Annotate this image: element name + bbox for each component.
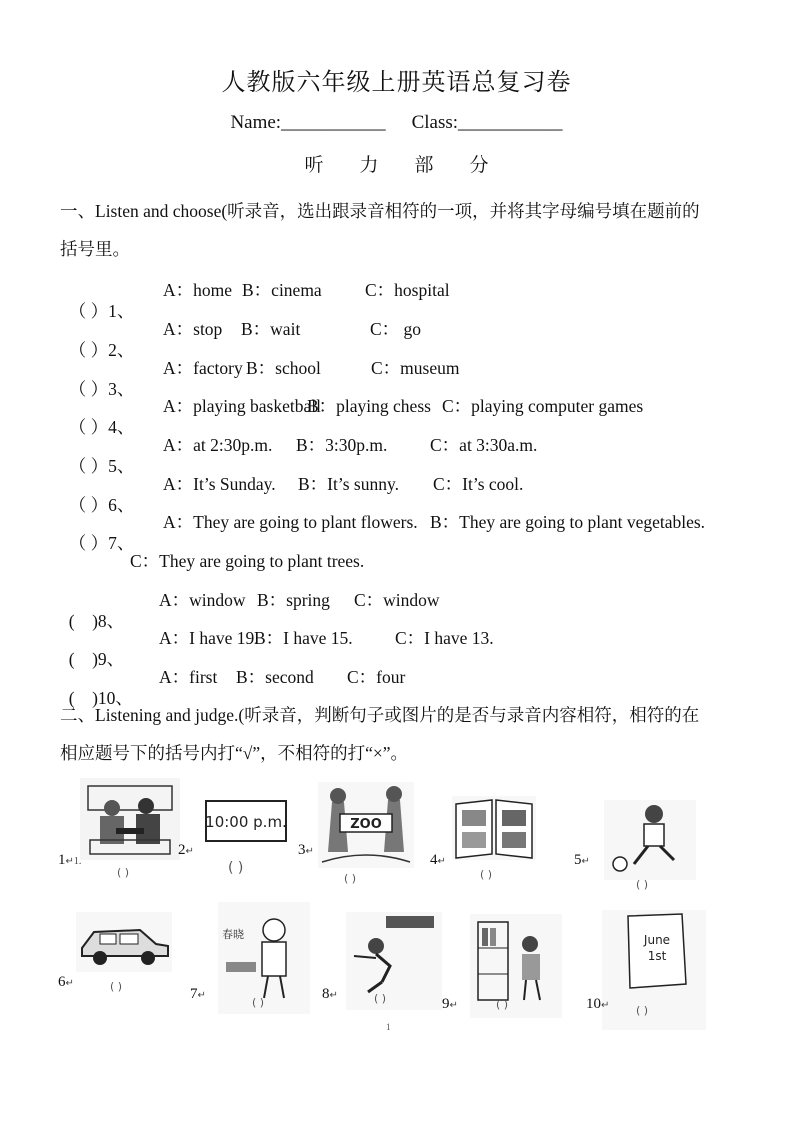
picture-8-number: 8↵ [322, 986, 338, 1002]
calendar-text: June 1st [643, 933, 671, 963]
option-a: A：first [159, 667, 218, 687]
answer-paren-8[interactable]: ( ) [374, 992, 387, 1005]
question-prefix[interactable]: ( )9、 [68, 649, 125, 669]
zoo-sign-text: ZOO [350, 817, 382, 832]
open-book-illustration [452, 796, 536, 860]
option-b: B：cinema [242, 280, 322, 300]
option-b: B：playing chess [307, 396, 431, 416]
option-b: B：It’s sunny. [298, 474, 399, 494]
question-prefix[interactable]: （ ）5、 [68, 456, 135, 476]
picture-3-number: 3↵ [298, 842, 314, 858]
option-a: A：window [159, 590, 246, 610]
option-c: C：playing computer games [442, 396, 644, 416]
option-b: B：I have 15. [254, 628, 353, 648]
section-title-listening [0, 150, 793, 177]
answer-paren-7[interactable]: ( ) [252, 996, 265, 1009]
boy-kicking-ball-illustration [604, 800, 696, 880]
question-prefix[interactable]: ( )10、 [68, 688, 133, 708]
section-char-4: 分 [469, 155, 489, 176]
restaurant-illustration [80, 778, 180, 860]
option-c: C：at 3:30a.m. [430, 435, 538, 455]
answer-paren-9[interactable]: ( ) [496, 998, 509, 1011]
option-c: C：museum [371, 358, 460, 378]
section-char-3: 部 [414, 155, 434, 176]
answer-paren-2[interactable]: ( ) [228, 860, 244, 876]
option-c: C：hospital [365, 280, 450, 300]
option-a: A：at 2:30p.m. [163, 435, 273, 455]
answer-paren-5[interactable]: ( ) [636, 878, 649, 891]
option-b: B：school [246, 358, 321, 378]
option-a: A：It’s Sunday. [163, 474, 276, 494]
option-c: C： go [370, 319, 422, 339]
part1-instruction-line1: 一、Listen and choose(听录音，选出跟录音相符的一项，并将其字母编号填在题前的 [60, 201, 700, 221]
girl-skating-illustration [346, 912, 442, 1010]
option-b: B：wait [241, 319, 301, 339]
part1-instruction-line2: 括号里。 [60, 239, 130, 259]
question-prefix[interactable]: （ ）1、 [68, 301, 135, 321]
time-sign-illustration [205, 800, 287, 842]
question-prefix[interactable]: （ ）4、 [68, 417, 135, 437]
time-sign-text: 10:00 p.m. [205, 813, 287, 831]
option-a: A：playing basketball [163, 396, 321, 416]
part2-instruction-line1: 二、Listening and judge.(听录音，判断句子或图片的是否与录音内容相符，相符的在 [60, 705, 700, 725]
part1-instruction [60, 192, 750, 268]
option-c: C：They are going to plant trees. [130, 551, 365, 571]
page-number: 1 [386, 1022, 391, 1032]
calendar-illustration [602, 910, 706, 1030]
class-field[interactable]: Class:___________ [411, 112, 563, 133]
question-prefix[interactable]: ( )8、 [68, 611, 125, 631]
question-prefix[interactable]: （ ）3、 [68, 379, 135, 399]
picture-6-number: 6↵ [58, 974, 74, 990]
car-illustration [76, 912, 172, 972]
name-class-row [0, 112, 793, 134]
question-prefix[interactable]: （ ）6、 [68, 495, 135, 515]
question-prefix[interactable]: （ ）2、 [68, 340, 135, 360]
name-field[interactable]: Name:___________ [230, 112, 386, 133]
section-char-2: 力 [359, 155, 379, 176]
question-prefix[interactable]: （ ）7、 [68, 533, 135, 553]
poem-sign-text: 春晓 [222, 928, 244, 941]
page-title: 人教版六年级上册英语总复习卷 [221, 70, 572, 96]
option-a: A：stop [163, 319, 223, 339]
option-a: A：home [163, 280, 233, 300]
option-c: C：It’s cool. [433, 474, 524, 494]
answer-paren-3[interactable]: ( ) [344, 872, 357, 885]
option-b: B：They are going to plant vegetables. [430, 512, 706, 532]
option-c: C：four [347, 667, 406, 687]
section-char-1: 听 [304, 155, 324, 176]
picture-9-number: 9↵ [442, 996, 458, 1012]
option-c: C：I have 13. [395, 628, 494, 648]
picture-4-number: 4↵ [430, 852, 446, 868]
library-shelf-illustration [470, 914, 562, 1018]
option-b: B：3:30p.m. [296, 435, 388, 455]
part2-instruction-line2: 相应题号下的括号内打“√”，不相符的打“×”。 [60, 743, 409, 763]
answer-paren-4[interactable]: ( ) [480, 868, 493, 881]
option-b: B：spring [257, 590, 330, 610]
option-a: A：factory [163, 358, 243, 378]
answer-paren-1[interactable]: ( ) [117, 866, 130, 879]
picture-2-number: 2↵ [178, 842, 194, 858]
picture-5-number: 5↵ [574, 852, 590, 868]
picture-1-number: 1↵1. [58, 852, 82, 868]
picture-7-number: 7↵ [190, 986, 206, 1002]
option-a: A：I have 19. [159, 628, 259, 648]
zoo-illustration [318, 782, 414, 868]
option-c: C：window [354, 590, 440, 610]
option-b: B：second [236, 667, 314, 687]
answer-paren-10[interactable]: ( ) [636, 1004, 649, 1017]
option-a: A：They are going to plant flowers. [163, 512, 418, 532]
part2-instruction [60, 696, 750, 772]
answer-paren-6[interactable]: ( ) [110, 980, 123, 993]
picture-10-number: 10↵ [586, 996, 610, 1012]
